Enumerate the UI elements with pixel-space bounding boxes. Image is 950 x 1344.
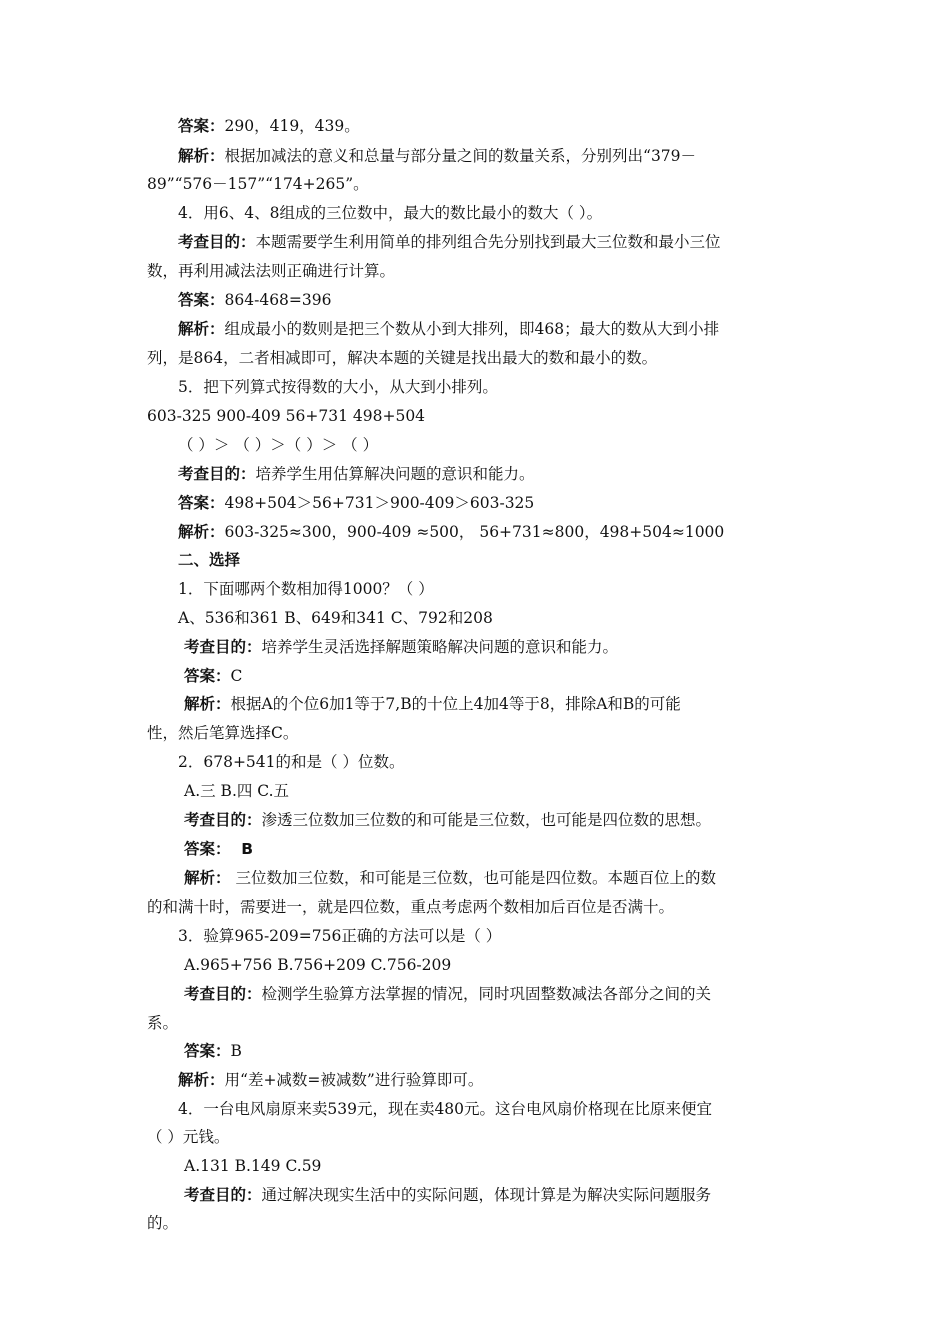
label: 解析： <box>184 869 231 887</box>
analysis-line <box>184 694 681 714</box>
options-line <box>184 955 451 975</box>
text: 通过解决现实生活中的实际问题，体现计算是为解决实际问题服务 <box>261 1186 712 1204</box>
analysis-line <box>178 522 724 542</box>
label: 答案： <box>184 840 231 858</box>
answer-line <box>184 839 253 859</box>
text: 根据加减法的意义和总量与部分量之间的数量关系，分别列出“379－ <box>224 147 697 165</box>
text: 4．用6、4、8组成的三位数中，最大的数比最小的数大（ ）。 <box>178 204 603 222</box>
text: A.131 B.149 C.59 <box>184 1157 322 1175</box>
answer-line <box>184 1041 242 1061</box>
label: 答案： <box>178 117 225 135</box>
question-line <box>178 926 501 946</box>
label: 考查目的： <box>184 1186 262 1204</box>
text: 4．一台电风扇原来卖539元，现在卖480元。这台电风扇价格现在比原来便宜 <box>178 1100 713 1118</box>
text: 的和满十时，需要进一，就是四位数，重点考虑两个数相加后百位是否满十。 <box>147 898 675 916</box>
text: 三位数加三位数，和可能是三位数，也可能是四位数。本题百位上的数 <box>230 869 716 887</box>
text: 用“差+减数=被减数”进行验算即可。 <box>224 1071 484 1089</box>
text-line <box>147 1013 178 1033</box>
label: 考查目的： <box>178 233 256 251</box>
text: （ ）元钱。 <box>147 1128 230 1146</box>
text: 培养学生用估算解决问题的意识和能力。 <box>255 465 535 483</box>
text: A.965+756 B.756+209 C.756-209 <box>184 956 452 974</box>
analysis-line <box>178 319 719 339</box>
purpose-line <box>184 810 711 830</box>
label: 二、选择 <box>178 551 241 569</box>
options-line <box>184 1156 321 1176</box>
text: B <box>230 1042 242 1060</box>
analysis-line <box>184 868 716 888</box>
purpose-line <box>178 232 721 252</box>
label: 考查目的： <box>178 465 256 483</box>
text: A.三 B.四 C.五 <box>184 782 290 800</box>
analysis-line <box>178 146 696 166</box>
purpose-line <box>184 1185 711 1205</box>
options-line <box>184 781 289 801</box>
answer-line <box>178 493 534 513</box>
text: 系。 <box>147 1014 179 1032</box>
question-line <box>178 377 498 397</box>
options-line <box>178 608 493 628</box>
text: 培养学生灵活选择解题策略解决问题的意识和能力。 <box>261 638 619 656</box>
text: 89”“576－157”“174+265”。 <box>147 175 369 193</box>
question-line <box>178 203 602 223</box>
purpose-line <box>184 984 711 1004</box>
label: 解析： <box>184 695 231 713</box>
text-line <box>147 174 369 194</box>
label: 答案： <box>178 494 225 512</box>
analysis-line <box>178 1070 483 1090</box>
question-line <box>178 579 434 599</box>
text: C <box>230 667 243 685</box>
text: 数，再利用减法法则正确进行计算。 <box>147 262 396 280</box>
text: 检测学生验算方法掌握的情况，同时巩固整数减法各部分之间的关 <box>261 985 712 1003</box>
label: 答案： <box>184 1042 231 1060</box>
label: 考查目的： <box>184 985 262 1003</box>
answer-line <box>178 290 332 310</box>
blank-line <box>178 435 378 455</box>
purpose-line <box>178 464 535 484</box>
text: 603-325 900-409 56+731 498+504 <box>147 407 426 425</box>
text: 根据A的个位6加1等于7,B的十位上4加4等于8，排除A和B的可能 <box>230 695 681 713</box>
text: 组成最小的数则是把三个数从小到大排列，即468；最大的数从大到小排 <box>224 320 720 338</box>
text: 498+504＞56+731＞900-409＞603-325 <box>224 494 535 512</box>
text: （ ）＞ （ ）＞（ ）＞ （ ） <box>178 436 379 454</box>
text-line <box>147 1127 229 1147</box>
label: 考查目的： <box>184 811 262 829</box>
text: B <box>230 840 254 858</box>
question-line <box>178 1099 712 1119</box>
answer-line <box>178 116 360 136</box>
text: 864-468=396 <box>224 291 332 309</box>
answer-line <box>184 666 242 686</box>
text-line <box>147 348 657 368</box>
text: 3．验算965-209=756正确的方法可以是（ ） <box>178 927 502 945</box>
text: 的。 <box>147 1214 179 1232</box>
label: 解析： <box>178 320 225 338</box>
text: 渗透三位数加三位数的和可能是三位数，也可能是四位数的思想。 <box>261 811 712 829</box>
text: 290，419，439。 <box>224 117 360 135</box>
text-line <box>147 723 298 743</box>
text-line <box>147 1213 178 1233</box>
label: 答案： <box>178 291 225 309</box>
label: 答案： <box>184 667 231 685</box>
text: 2．678+541的和是（ ）位数。 <box>178 753 405 771</box>
label: 解析： <box>178 523 225 541</box>
label: 解析： <box>178 147 225 165</box>
text-line <box>147 261 395 281</box>
purpose-line <box>184 637 618 657</box>
label: 考查目的： <box>184 638 262 656</box>
text: 本题需要学生利用简单的排列组合先分别找到最大三位数和最小三位 <box>255 233 721 251</box>
section-heading <box>178 550 240 570</box>
formula-line <box>147 406 425 426</box>
text: 性，然后笔算选择C。 <box>147 724 299 742</box>
text: A、536和361 B、649和341 C、792和208 <box>178 609 493 627</box>
label: 解析： <box>178 1071 225 1089</box>
text: 列，是864，二者相减即可，解决本题的关键是找出最大的数和最小的数。 <box>147 349 658 367</box>
text: 1．下面哪两个数相加得1000？（ ） <box>178 580 434 598</box>
question-line <box>178 752 404 772</box>
text-line <box>147 897 674 917</box>
text: 5．把下列算式按得数的大小，从大到小排列。 <box>178 378 498 396</box>
text: 603-325≈300，900-409 ≈500， 56+731≈800，498+504≈1000 <box>224 523 725 541</box>
